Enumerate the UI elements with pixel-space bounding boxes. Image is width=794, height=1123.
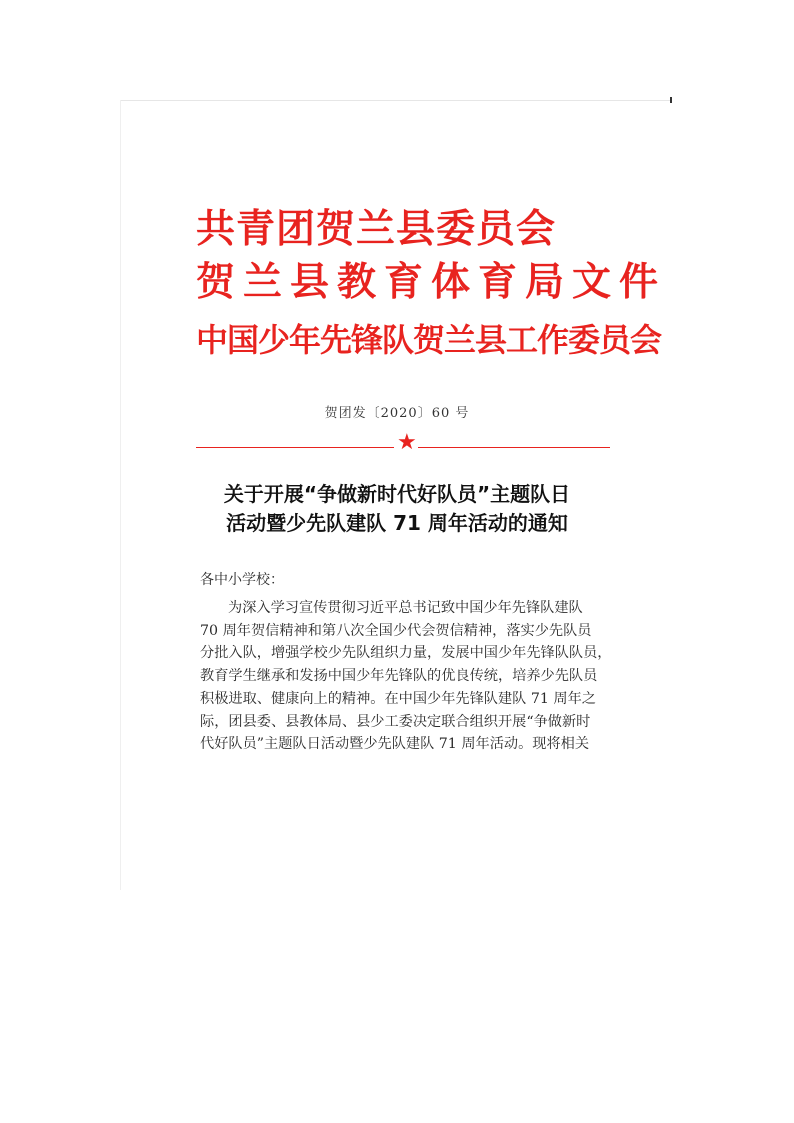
issuer-line-1: 共青团贺兰县委员会 bbox=[196, 207, 557, 252]
issuer-line-2: 贺兰县教育体育局文件 bbox=[196, 260, 667, 305]
body-line: 代好队员”主题队日活动暨少先队建队 71 周年活动。现将相关 bbox=[200, 736, 590, 753]
red-star-icon: ★ bbox=[397, 430, 417, 455]
notice-title-line-1: 关于开展“争做新时代好队员”主题队日 bbox=[223, 482, 571, 506]
body-line: 际，团县委、县教体局、县少工委决定联合组织开展“争做新时 bbox=[200, 713, 591, 730]
red-rule-left bbox=[196, 447, 394, 448]
scan-mark bbox=[670, 97, 672, 103]
salutation: 各中小学校： bbox=[200, 572, 284, 588]
issuer-line-3: 中国少年先锋队贺兰县工作委员会 bbox=[196, 321, 662, 359]
body-line: 积极进取、健康向上的精神。在中国少年先锋队建队 71 周年之 bbox=[200, 690, 596, 707]
body-line: 70 周年贺信精神和第八次全国少代会贺信精神，落实少先队员 bbox=[200, 622, 592, 639]
body-line: 教育学生继承和发扬中国少年先锋队的优良传统，培养少先队员 bbox=[200, 668, 598, 685]
body-paragraph bbox=[200, 597, 612, 756]
document-number: 贺团发〔2020〕60 号 bbox=[324, 406, 470, 421]
body-line: 分批入队，增强学校少先队组织力量，发展中国少年先锋队队员， bbox=[200, 645, 612, 662]
page-edge-top bbox=[120, 100, 672, 101]
notice-title-line-2: 活动暨少先队建队 71 周年活动的通知 bbox=[226, 511, 568, 535]
red-rule-right bbox=[418, 447, 610, 448]
body-line: 为深入学习宣传贯彻习近平总书记致中国少年先锋队建队 bbox=[228, 600, 583, 616]
